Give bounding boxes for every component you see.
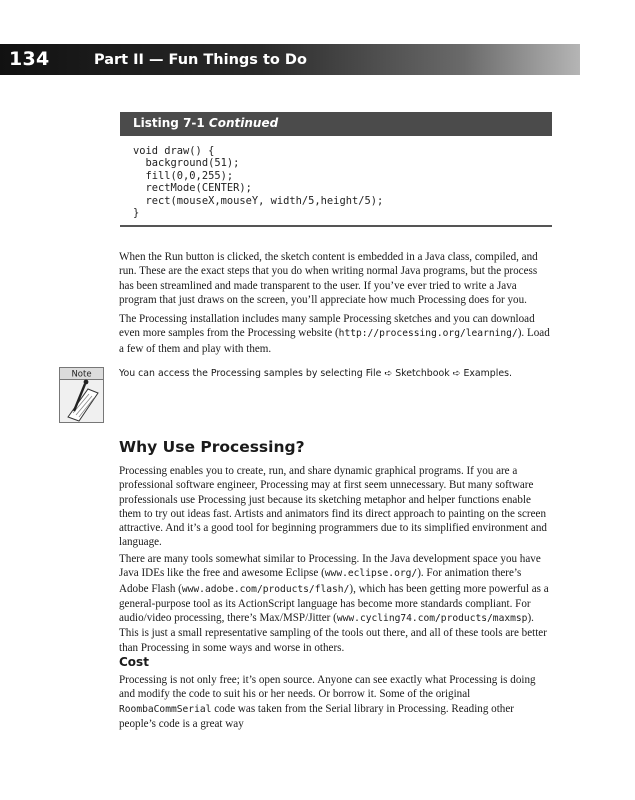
paragraph-why-processing: Processing enables you to create, run, and share dynamic graphical programs. If you are a professional software engineer, Processing may at first seem unnecessary. But many software professionals use Processing just because its sketching metaphor and helper functions enable them to try out ideas fast. Artists and animators find its direct approach to painting on the screen attractive. And it’s a good tool for beginning programmers due to its simplified environment and language. bbox=[119, 465, 547, 549]
roombacommserial-code: RoombaCommSerial bbox=[119, 703, 212, 715]
listing-header bbox=[120, 112, 552, 136]
listing-bottom-rule bbox=[120, 225, 552, 227]
adobe-flash-url: www.adobe.com/products/flash/ bbox=[181, 583, 350, 595]
eclipse-url: www.eclipse.org/ bbox=[324, 568, 418, 580]
note-label: Note bbox=[71, 369, 92, 380]
heading-why-use-processing: Why Use Processing? bbox=[119, 438, 305, 456]
part-title: Part II — Fun Things to Do bbox=[94, 52, 307, 68]
code-listing: void draw() { background(51); fill(0,0,255); rectMode(CENTER); rect(mouseX,mouseY, width/5,height/5); } bbox=[133, 145, 384, 220]
paragraph-run-button: When the Run button is clicked, the sketch content is embedded in a Java class, compiled, and run. These are the exact steps that you do when writing normal Java programs, but the process has been streamlined and made transparent to the user. If you’ve ever tried to write a Java program that just draws on the screen, you’ll appreciate how much Processing does for you. bbox=[119, 251, 538, 306]
page-number: 134 bbox=[9, 48, 50, 70]
listing-title: Listing 7-1 Continued bbox=[133, 116, 279, 130]
listing-title-continued: Continued bbox=[208, 116, 279, 130]
cycling74-url: www.cycling74.com/products/maxmsp bbox=[336, 613, 528, 625]
paragraph-installation: The Processing installation includes many sample Processing sketches and you can download even more samples from the Processing website (http://processing.org/learning/). Load a few of them and play with them. bbox=[119, 313, 550, 355]
paragraph-cost: Processing is not only free; it’s open source. Anyone can see exactly what Processing is doing and modify the code to suit his or her needs. Or borrow it. Some of the original RoombaCommSerial code was taken from the Serial library in Processing. Reading other people’s code is a great way bbox=[119, 674, 536, 730]
note-text: You can access the Processing samples by selecting File ➪ Sketchbook ➪ Examples. bbox=[119, 368, 512, 379]
paragraph-similar-tools: There are many tools somewhat similar to Processing. In the Java development space you have Java IDEs like the free and awesome Eclipse (www.eclipse.org/). For animation there’s Adobe Flash (www.adobe.com/products/flash/), which has been getting more powerful as a general-purpose tool as its ActionScript language has become more standards compliant. For audio/video processing, there’s Max/MSP/Jitter (www.cycling74.com/products/maxmsp). This is just a small representative sampling of the tools out there, and all of these tools are better than Processing in some ways and worse in others. bbox=[119, 553, 549, 654]
heading-cost: Cost bbox=[119, 655, 149, 669]
processing-learning-url: http://processing.org/learning/ bbox=[338, 328, 518, 340]
running-head bbox=[0, 44, 580, 75]
note-icon bbox=[59, 367, 104, 423]
